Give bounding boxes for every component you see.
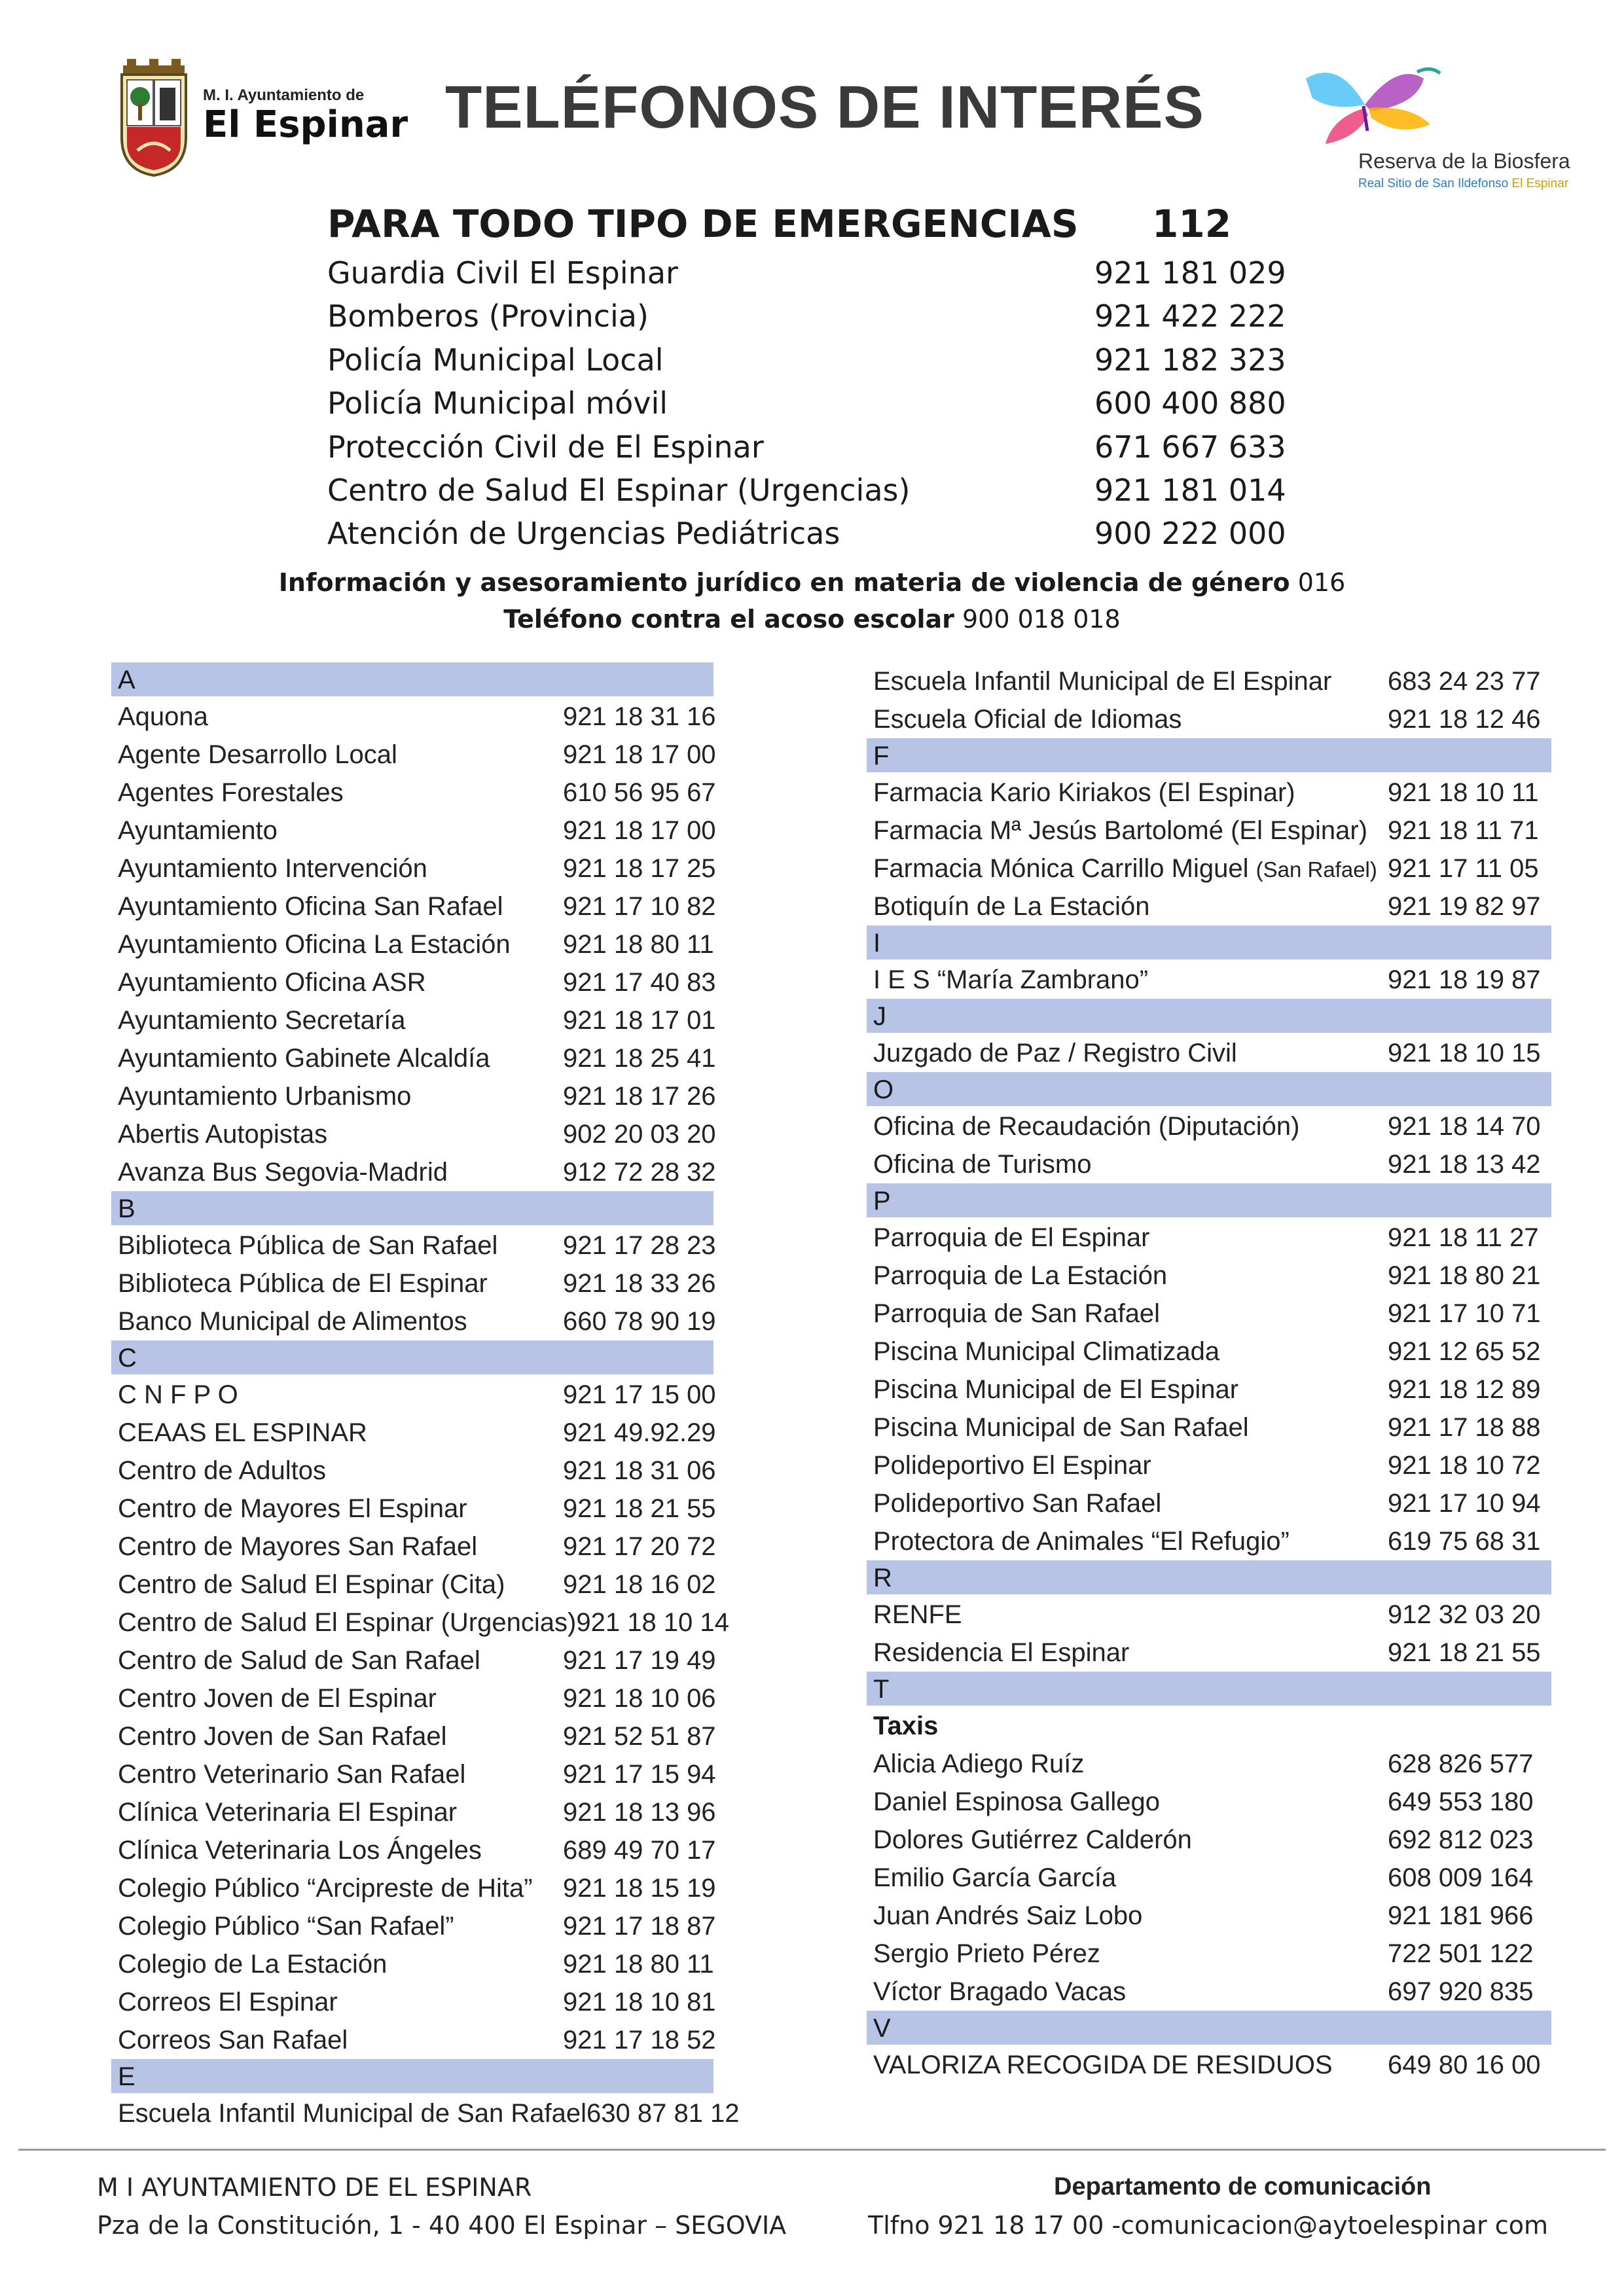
section-header-b: B <box>111 1191 713 1225</box>
list-item: Parroquia de San Rafael 921 17 10 71 <box>873 1299 1541 1328</box>
list-item: Residencia El Espinar 921 18 21 55 <box>873 1638 1541 1667</box>
emergency-row: Bomberos (Provincia) 921 422 222 <box>327 298 1286 334</box>
list-item: Clínica Veterinaria El Espinar 921 18 13 96 <box>118 1798 716 1827</box>
section-header-v: V <box>867 2011 1551 2045</box>
emergency-row: Atención de Urgencias Pediátricas 900 222 000 <box>327 516 1286 552</box>
list-item: CEAAS EL ESPINAR 921 49.92.29 <box>118 1418 716 1447</box>
section-header-r: R <box>867 1560 1551 1594</box>
emergencies-heading <box>327 196 1283 251</box>
footer-address: Pza de la Constitución, 1 - 40 400 El Espinar – SEGOVIA <box>97 2211 787 2240</box>
biosphere-logo <box>1299 65 1574 203</box>
list-item: Ayuntamiento Intervención 921 18 17 25 <box>118 854 716 883</box>
list-item: Correos San Rafael 921 17 18 52 <box>118 2026 716 2054</box>
list-item: Centro de Mayores El Espinar 921 18 21 55 <box>118 1494 716 1523</box>
list-item: Centro Joven de El Espinar 921 18 10 06 <box>118 1684 716 1713</box>
list-item: RENFE 912 32 03 20 <box>873 1600 1541 1629</box>
list-item: C N F P O 921 17 15 00 <box>118 1380 716 1409</box>
list-item: Ayuntamiento Gabinete Alcaldía 921 18 25 41 <box>118 1044 716 1073</box>
list-item: Agentes Forestales 610 56 95 67 <box>118 778 716 807</box>
emergency-row: Guardia Civil El Espinar 921 181 029 <box>327 255 1286 291</box>
biosphere-subtitle: Real Sitio de San Ildefonso El Espinar <box>1358 177 1569 190</box>
list-item: Biblioteca Pública de San Rafael 921 17 28 23 <box>118 1231 716 1260</box>
list-item: Centro Joven de San Rafael 921 52 51 87 <box>118 1722 716 1751</box>
list-item: Clínica Veterinaria Los Ángeles 689 49 70 17 <box>118 1836 716 1865</box>
list-item: Colegio de La Estación 921 18 80 11 <box>118 1950 714 1979</box>
list-item: Aquona 921 18 31 16 <box>118 702 716 731</box>
list-item: Ayuntamiento Secretaría 921 18 17 01 <box>118 1006 716 1035</box>
emergencies-heading-label: PARA TODO TIPO DE EMERGENCIAS <box>327 202 1079 246</box>
section-header-f: F <box>867 738 1551 772</box>
directory-left-column <box>111 662 740 2132</box>
list-item: Ayuntamiento 921 18 17 00 <box>118 816 716 845</box>
list-item: Farmacia Kario Kiriakos (El Espinar) 921 18 10 11 <box>873 778 1539 807</box>
list-item: Dolores Gutiérrez Calderón 692 812 023 <box>873 1825 1534 1854</box>
list-item: Centro de Mayores San Rafael 921 17 20 72 <box>118 1532 716 1561</box>
section-header-i: I <box>867 925 1551 960</box>
list-item: Piscina Municipal de El Espinar 921 18 12 89 <box>873 1375 1541 1404</box>
list-item: Correos El Espinar 921 18 10 81 <box>118 1988 716 2017</box>
page-title: TELÉFONOS DE INTERÉS <box>445 74 1204 141</box>
list-item: Sergio Prieto Pérez 722 501 122 <box>873 1939 1534 1968</box>
emergency-row: Policía Municipal móvil 600 400 880 <box>327 386 1286 422</box>
taxis-subheading: Taxis <box>873 1712 939 1740</box>
list-item: Ayuntamiento Oficina San Rafael 921 17 10 82 <box>118 892 716 921</box>
biosphere-title: Reserva de la Biosfera <box>1358 149 1570 173</box>
section-header-a: A <box>111 662 713 696</box>
list-item: Botiquín de La Estación 921 19 82 97 <box>873 892 1541 921</box>
list-item: Alicia Adiego Ruíz 628 826 577 <box>873 1749 1534 1778</box>
list-item: Piscina Municipal de San Rafael 921 17 18 88 <box>873 1413 1541 1442</box>
list-item: Escuela Oficial de Idiomas 921 18 12 46 <box>873 705 1541 734</box>
section-header-j: J <box>867 999 1551 1033</box>
directory-right-column <box>867 662 1551 2084</box>
coat-of-arms-icon <box>118 59 190 177</box>
list-item: Banco Municipal de Alimentos 660 78 90 19 <box>118 1307 716 1336</box>
emergency-number: 112 <box>1152 202 1232 246</box>
footer-contact: Tlfno 921 18 17 00 -comunicacion@aytoelespinar com <box>868 2211 1548 2240</box>
list-item: Emilio García García 608 009 164 <box>873 1863 1534 1892</box>
list-item: Daniel Espinosa Gallego 649 553 180 <box>873 1787 1534 1816</box>
logo-big-text: El Espinar <box>203 103 408 146</box>
list-item: Víctor Bragado Vacas 697 920 835 <box>873 1977 1534 2006</box>
list-item: Piscina Municipal Climatizada 921 12 65 52 <box>873 1337 1541 1366</box>
list-item: Centro de Salud El Espinar (Cita) 921 18 16 02 <box>118 1570 716 1599</box>
gender-violence-line: Información y asesoramiento jurídico en materia de violencia de género 016 <box>278 568 1346 597</box>
footer-department: Departamento de comunicación <box>1054 2173 1432 2200</box>
bullying-line: Teléfono contra el acoso escolar 900 018 018 <box>503 605 1121 634</box>
list-item: Centro de Salud de San Rafael 921 17 19 49 <box>118 1646 716 1675</box>
list-item: Juzgado de Paz / Registro Civil 921 18 10 15 <box>873 1039 1541 1067</box>
footer-divider <box>18 2149 1606 2151</box>
list-item: Farmacia Mª Jesús Bartolomé (El Espinar) 921 18 11 71 <box>873 816 1539 845</box>
list-item: Avanza Bus Segovia-Madrid 912 72 28 32 <box>118 1158 716 1187</box>
list-item: Colegio Público “San Rafael” 921 17 18 87 <box>118 1912 716 1941</box>
list-item: Centro Veterinario San Rafael 921 17 15 94 <box>118 1760 716 1789</box>
section-header-t: T <box>867 1672 1551 1706</box>
list-item: Escuela Infantil Municipal de El Espinar 683 24 23 77 <box>873 667 1541 696</box>
list-item: Agente Desarrollo Local 921 18 17 00 <box>118 740 716 769</box>
emergency-row: Centro de Salud El Espinar (Urgencias) 921 181 014 <box>327 472 1286 508</box>
footer-org: M I AYUNTAMIENTO DE EL ESPINAR <box>97 2173 532 2202</box>
section-header-c: C <box>111 1340 713 1374</box>
butterfly-icon <box>1299 65 1574 151</box>
emergency-row: Policía Municipal Local 921 182 323 <box>327 342 1286 378</box>
section-header-p: P <box>867 1183 1551 1217</box>
list-item: Ayuntamiento Oficina La Estación 921 18 80 11 <box>118 930 714 959</box>
emergencies-block <box>327 196 1286 556</box>
list-item: Escuela Infantil Municipal de San Rafael 630 87 81 12 <box>118 2099 740 2128</box>
list-item: Parroquia de El Espinar 921 18 11 27 <box>873 1223 1539 1252</box>
list-item: VALORIZA RECOGIDA DE RESIDUOS 649 80 16 00 <box>873 2051 1541 2079</box>
list-item: Centro de Adultos 921 18 31 06 <box>118 1456 716 1485</box>
list-item: Biblioteca Pública de El Espinar 921 18 33 26 <box>118 1269 716 1298</box>
list-item: Polideportivo San Rafael 921 17 10 94 <box>873 1489 1541 1518</box>
emergency-row: Protección Civil de El Espinar 671 667 633 <box>327 429 1286 465</box>
section-header-o: O <box>867 1072 1551 1106</box>
list-item: Abertis Autopistas 902 20 03 20 <box>118 1120 716 1149</box>
municipal-logo <box>118 59 408 177</box>
list-item: Protectora de Animales “El Refugio” 619 75 68 31 <box>873 1527 1541 1556</box>
list-item: I E S “María Zambrano” 921 18 19 87 <box>873 965 1541 994</box>
list-item: Farmacia Mónica Carrillo Miguel (San Rafael) 921 17 11 05 <box>873 854 1539 883</box>
list-item: Oficina de Recaudación (Diputación) 921 18 14 70 <box>873 1112 1541 1141</box>
list-item: Colegio Público “Arcipreste de Hita” 921 18 15 19 <box>118 1874 716 1903</box>
logo-small-text: M. I. Ayuntamiento de <box>203 86 365 104</box>
list-item: Parroquia de La Estación 921 18 80 21 <box>873 1261 1541 1290</box>
list-item: Ayuntamiento Oficina ASR 921 17 40 83 <box>118 968 716 997</box>
list-item: Ayuntamiento Urbanismo 921 18 17 26 <box>118 1082 716 1111</box>
list-item: Juan Andrés Saiz Lobo 921 181 966 <box>873 1901 1534 1930</box>
list-item: Oficina de Turismo 921 18 13 42 <box>873 1150 1541 1179</box>
list-item: Centro de Salud El Espinar (Urgencias) 921 18 10 14 <box>118 1608 729 1637</box>
section-header-e: E <box>111 2059 713 2093</box>
list-item: Polideportivo El Espinar 921 18 10 72 <box>873 1451 1541 1480</box>
